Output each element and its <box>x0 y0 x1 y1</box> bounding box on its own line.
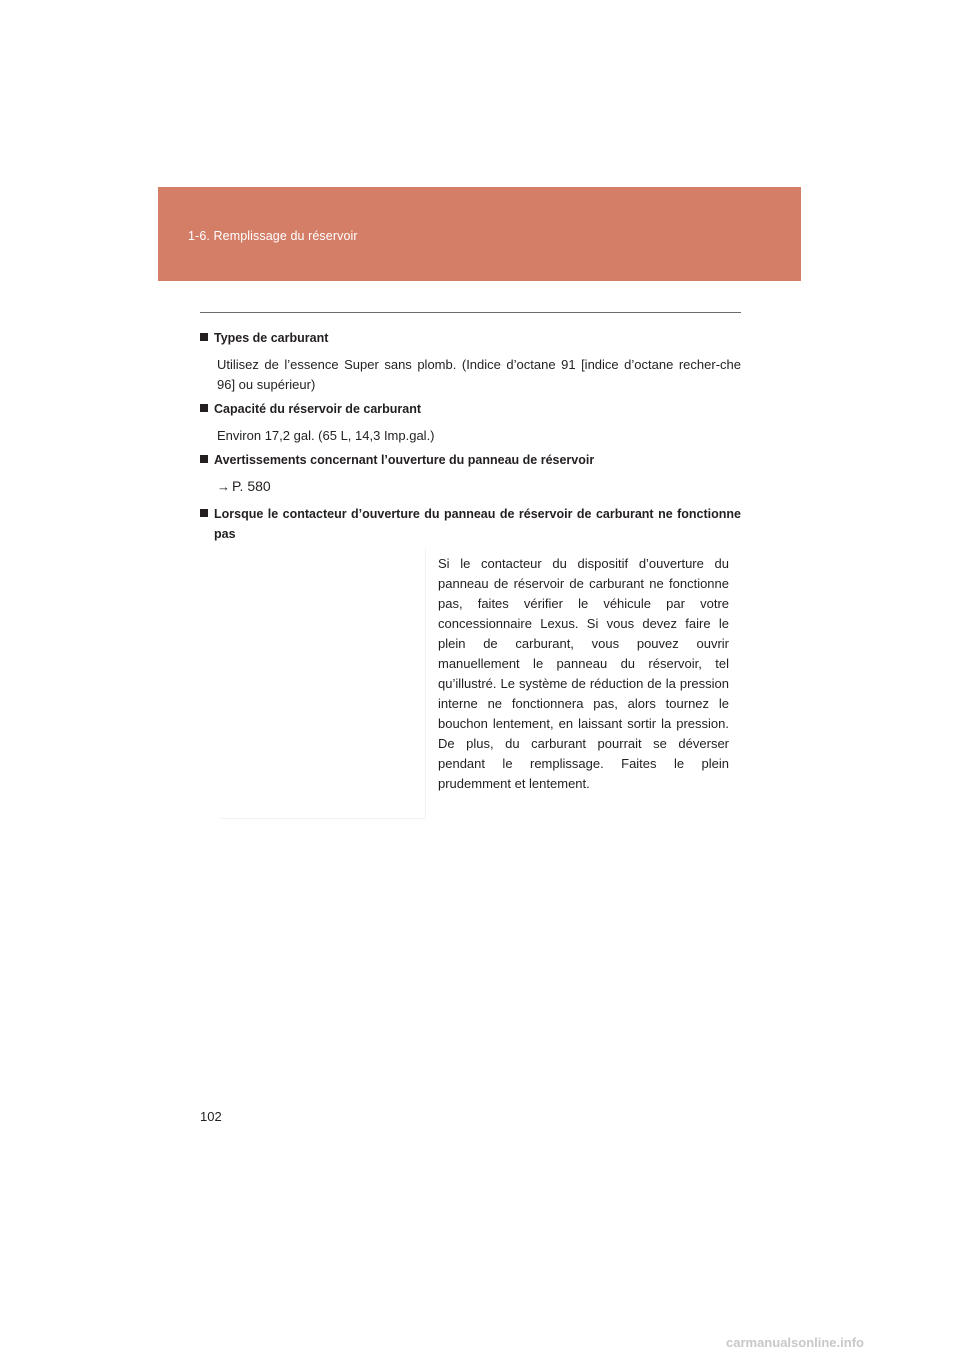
square-bullet-icon <box>200 509 208 517</box>
page-number: 102 <box>200 1109 222 1124</box>
page-reference-text: P. 580 <box>232 478 271 494</box>
heading-text: Lorsque le contacteur d’ouverture du panneau de réservoir de carburant ne fonctionne pas <box>214 507 741 541</box>
section-header-band <box>158 187 801 281</box>
item-body-fuel-types: Utilisez de l’essence Super sans plomb. (Indice d’octane 91 [indice d’octane recher-che 96] ou supérieur) <box>217 357 741 392</box>
item-heading-warnings <box>200 453 594 467</box>
item-heading-switch-failure <box>200 504 741 544</box>
square-bullet-icon <box>200 455 208 463</box>
heading-text: Capacité du réservoir de carburant <box>214 402 422 416</box>
item-heading-tank-capacity <box>200 402 421 416</box>
square-bullet-icon <box>200 404 208 412</box>
item-heading-fuel-types <box>200 331 328 345</box>
divider-rule <box>200 312 741 313</box>
item-body-switch-failure: Si le contacteur du dispositif d’ouverture du panneau de réservoir de carburant ne fonctionne pas, faites vérifier le véhicule par votre concessionnaire Lexus. Si vous devez faire le plein de carburant, vous pouvez ouvrir manuellement le panneau du réservoir, tel qu’illustré. Le système de réduction de la pression interne ne fonctionnera pas, alors tournez le bouchon lentement, en laissant sortir la pression. De plus, du carburant pourrait se déverser pendant le remplissage. Faites le plein prudemment et lentement. <box>438 556 729 791</box>
heading-text: Avertissements concernant l’ouverture du panneau de réservoir <box>214 453 595 467</box>
section-title: 1-6. Remplissage du réservoir <box>188 229 358 243</box>
square-bullet-icon <box>200 333 208 341</box>
manual-opening-illustration <box>221 548 426 819</box>
item-body-tank-capacity: Environ 17,2 gal. (65 L, 14,3 Imp.gal.) <box>217 428 435 443</box>
page-reference-link[interactable] <box>217 478 271 494</box>
watermark: carmanualsonline.info <box>726 1335 864 1350</box>
arrow-right-icon: → <box>217 478 230 494</box>
heading-text: Types de carburant <box>214 331 329 345</box>
